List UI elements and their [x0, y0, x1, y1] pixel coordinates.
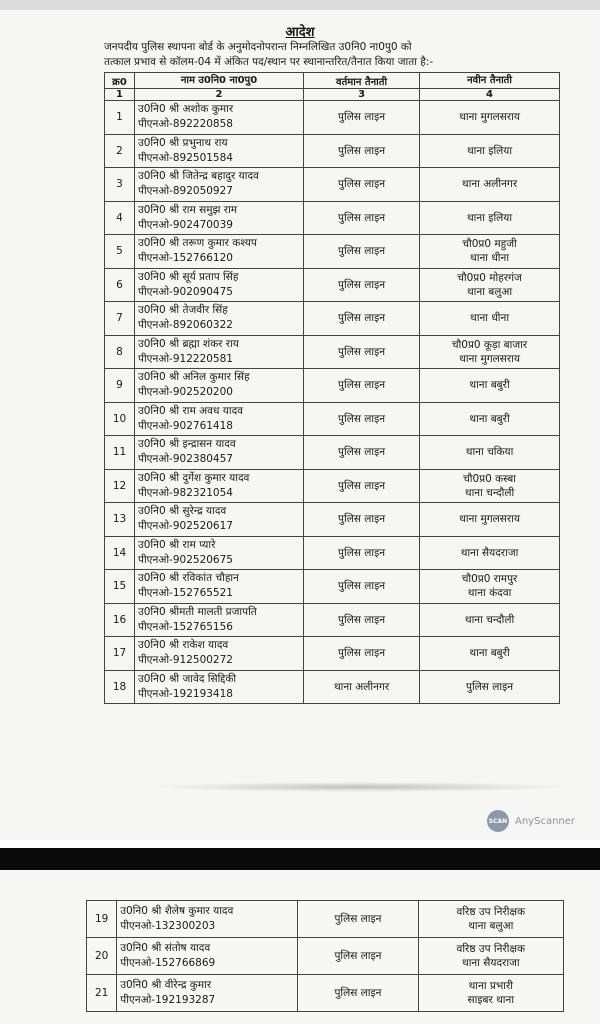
- new-posting-line-1: थाना इलिया: [466, 144, 513, 157]
- officer-name: उ0नि0 श्री सूर्य प्रताप सिंह: [138, 270, 239, 283]
- header-serial: क्र0: [105, 73, 135, 89]
- page-shadow: [150, 782, 570, 792]
- table-row: [105, 268, 560, 302]
- new-posting-cell: [420, 168, 560, 202]
- officer-name: उ0नि0 श्रीमती मालती प्रजापति: [138, 605, 257, 618]
- table-row: [105, 134, 560, 168]
- new-posting-line-1: थाना बबुरी: [469, 412, 510, 425]
- new-posting-cell: [420, 302, 560, 336]
- table-row: [105, 168, 560, 202]
- transfer-table: [104, 72, 560, 704]
- new-posting-cell: [420, 469, 560, 503]
- officer-name: उ0नि0 श्री तेजवीर सिंह: [138, 304, 228, 317]
- new-posting-line-1: थाना मुगलसराय: [459, 111, 520, 124]
- officer-name: उ0नि0 श्री रविकांत चौहान: [138, 572, 239, 585]
- new-posting-line-1: थाना अलीनगर: [461, 178, 518, 191]
- table-row: [105, 402, 560, 436]
- new-posting-line-1: चौ0प्र0 रामपुर: [461, 573, 518, 586]
- officer-pno: पीएनओ-902520675: [138, 553, 233, 566]
- current-posting: पुलिस लाइन: [304, 469, 420, 503]
- document-page-1: [0, 10, 600, 840]
- officer-pno: पीएनओ-982321054: [138, 486, 233, 499]
- officer-pno: पीएनओ-192193287: [120, 994, 216, 1006]
- order-title: आदेश: [285, 25, 315, 40]
- officer-name: उ0नि0 श्री ब्रह्मा शंकर राय: [138, 337, 239, 350]
- column-number: 4: [420, 89, 560, 101]
- officer-name: उ0नि0 श्री राकेश यादव: [138, 639, 229, 652]
- current-posting: पुलिस लाइन: [304, 235, 420, 269]
- serial-number: 11: [105, 436, 135, 470]
- officer-pno: पीएनओ-152766120: [138, 252, 233, 265]
- current-posting: पुलिस लाइन: [304, 335, 420, 369]
- current-posting: पुलिस लाइन: [298, 938, 418, 975]
- column-number-row: [105, 89, 560, 101]
- officer-cell: [135, 369, 304, 403]
- officer-cell: [135, 268, 304, 302]
- officer-pno: पीएनओ-152766869: [120, 957, 216, 969]
- officer-cell: [135, 536, 304, 570]
- officer-pno: पीएनओ-902470039: [138, 218, 233, 231]
- table-row: [105, 235, 560, 269]
- serial-number: 12: [105, 469, 135, 503]
- current-posting: पुलिस लाइन: [304, 436, 420, 470]
- table-row: [105, 469, 560, 503]
- new-posting-line-1: थाना चन्दौली: [464, 613, 515, 626]
- officer-name: उ0नि0 श्री इन्द्रासन यादव: [138, 438, 236, 451]
- new-posting-cell: [420, 268, 560, 302]
- serial-number: 15: [105, 570, 135, 604]
- serial-number: 4: [105, 201, 135, 235]
- serial-number: 10: [105, 402, 135, 436]
- officer-name: उ0नि0 श्री प्रभुनाथ राय: [138, 136, 228, 149]
- scanner-app-name: AnyScanner: [515, 815, 576, 827]
- new-posting-line-1: थाना प्रभारी: [468, 980, 513, 992]
- current-posting: पुलिस लाइन: [304, 536, 420, 570]
- officer-name: उ0नि0 श्री राम समुझ राम: [138, 203, 238, 216]
- officer-name: उ0नि0 श्री राम प्यारे: [138, 538, 216, 551]
- current-posting: पुलिस लाइन: [304, 503, 420, 537]
- officer-name: उ0नि0 श्री शैलेष कुमार यादव: [120, 905, 234, 917]
- officer-name: उ0नि0 श्री जावेद सिद्दिकी: [138, 672, 237, 685]
- officer-cell: [135, 235, 304, 269]
- serial-number: 9: [105, 369, 135, 403]
- new-posting-cell: [420, 436, 560, 470]
- officer-cell: [135, 570, 304, 604]
- new-posting-line-2: थाना बलुआ: [468, 920, 514, 932]
- officer-pno: पीएनओ-902520200: [138, 386, 233, 399]
- current-posting: पुलिस लाइन: [304, 302, 420, 336]
- new-posting-line-1: थाना चकिया: [465, 446, 514, 459]
- page-separator: [0, 848, 600, 870]
- officer-cell: [135, 134, 304, 168]
- current-posting: पुलिस लाइन: [298, 901, 418, 938]
- officer-cell: [135, 503, 304, 537]
- current-posting: पुलिस लाइन: [304, 637, 420, 671]
- current-posting: पुलिस लाइन: [304, 603, 420, 637]
- new-posting-line-1: चौ0प्र0 महुजी: [462, 238, 517, 251]
- table-row: [87, 901, 564, 938]
- new-posting-cell: [418, 901, 563, 938]
- officer-name: उ0नि0 श्री तरूण कुमार कश्यप: [138, 237, 257, 250]
- officer-pno: पीएनओ-152765156: [138, 620, 233, 633]
- officer-pno: पीएनओ-902380457: [138, 453, 233, 466]
- new-posting-cell: [420, 201, 560, 235]
- officer-cell: [135, 335, 304, 369]
- new-posting-line-1: थाना धीना: [470, 312, 510, 325]
- officer-pno: पीएनओ-892501584: [138, 151, 233, 164]
- new-posting-line-1: थाना इलिया: [466, 211, 513, 224]
- intro-line-2: तत्काल प्रभाव से कॉलम-04 में अंकित पद/स्थान पर स्थानान्तरित/तैनात किया जाता है:-: [104, 56, 434, 68]
- officer-cell: [135, 302, 304, 336]
- table-header-row: [105, 73, 560, 89]
- new-posting-cell: [420, 335, 560, 369]
- officer-name: उ0नि0 श्री सुरेन्द्र यादव: [138, 505, 227, 518]
- current-posting: पुलिस लाइन: [304, 268, 420, 302]
- officer-cell: [135, 402, 304, 436]
- new-posting-line-2: साइबर थाना: [467, 994, 515, 1006]
- new-posting-line-1: चौ0प्र0 कस्बा: [463, 472, 516, 485]
- officer-name: उ0नि0 श्री अनिल कुमार सिंह: [138, 371, 250, 384]
- serial-number: 17: [105, 637, 135, 671]
- officer-pno: पीएनओ-892220858: [138, 118, 233, 131]
- officer-pno: पीएनओ-902090475: [138, 285, 233, 298]
- column-number: 3: [304, 89, 420, 101]
- officer-cell: [135, 168, 304, 202]
- new-posting-cell: [420, 101, 560, 135]
- officer-cell: [135, 670, 304, 704]
- officer-cell: [117, 938, 298, 975]
- officer-name: उ0नि0 श्री राम अवध यादव: [138, 404, 243, 417]
- serial-number: 8: [105, 335, 135, 369]
- new-posting-cell: [420, 402, 560, 436]
- new-posting-line-1: वरिष्ठ उप निरीक्षक: [456, 906, 526, 918]
- serial-number: 14: [105, 536, 135, 570]
- new-posting-line-1: पुलिस लाइन: [466, 680, 514, 693]
- officer-pno: पीएनओ-892060322: [138, 319, 233, 332]
- current-posting: पुलिस लाइन: [304, 101, 420, 135]
- new-posting-line-1: चौ0प्र0 कूड़ा बाजार: [451, 338, 528, 351]
- officer-pno: पीएनओ-902520617: [138, 520, 233, 533]
- serial-number: 16: [105, 603, 135, 637]
- new-posting-line-2: थाना सैयदराजा: [461, 957, 520, 969]
- new-posting-cell: [418, 938, 563, 975]
- new-posting-line-1: वरिष्ठ उप निरीक्षक: [456, 943, 526, 955]
- officer-cell: [135, 201, 304, 235]
- new-posting-cell: [420, 503, 560, 537]
- officer-cell: [135, 101, 304, 135]
- officer-pno: पीएनओ-152765521: [138, 587, 233, 600]
- table-row: [105, 335, 560, 369]
- current-posting: पुलिस लाइन: [298, 975, 418, 1012]
- serial-number: 6: [105, 268, 135, 302]
- new-posting-cell: [420, 637, 560, 671]
- column-number: 2: [135, 89, 304, 101]
- officer-cell: [135, 603, 304, 637]
- current-posting: पुलिस लाइन: [304, 570, 420, 604]
- new-posting-cell: [420, 369, 560, 403]
- officer-name: उ0नि0 श्री अशोक कुमार: [138, 103, 234, 116]
- serial-number: 1: [105, 101, 135, 135]
- scanner-logo-icon: SCAN: [487, 810, 509, 832]
- header-new-posting: नवीन तैनाती: [420, 73, 560, 89]
- current-posting: पुलिस लाइन: [304, 134, 420, 168]
- current-posting: थाना अलीनगर: [304, 670, 420, 704]
- officer-pno: पीएनओ-902761418: [138, 419, 233, 432]
- officer-name: उ0नि0 श्री दुर्गेश कुमार यादव: [138, 471, 250, 484]
- table-row: [105, 503, 560, 537]
- serial-number: 21: [87, 975, 117, 1012]
- table-row: [105, 201, 560, 235]
- officer-pno: पीएनओ-892050927: [138, 185, 233, 198]
- current-posting: पुलिस लाइन: [304, 402, 420, 436]
- officer-pno: पीएनओ-192193418: [138, 687, 233, 700]
- table-row: [105, 369, 560, 403]
- header-name: नाम उ0नि0 ना0पु0: [135, 73, 304, 89]
- new-posting-line-2: थाना चन्दौली: [464, 486, 515, 499]
- serial-number: 20: [87, 938, 117, 975]
- document-page-2: [0, 870, 600, 1024]
- officer-pno: पीएनओ-912500272: [138, 654, 233, 667]
- new-posting-line-2: थाना मुगलसराय: [459, 352, 520, 365]
- officer-cell: [135, 469, 304, 503]
- new-posting-line-1: थाना बबुरी: [469, 379, 510, 392]
- new-posting-line-1: थाना मुगलसराय: [459, 513, 520, 526]
- new-posting-line-1: चौ0प्र0 मोहरगंज: [457, 271, 522, 284]
- serial-number: 3: [105, 168, 135, 202]
- scanner-watermark: [487, 810, 575, 832]
- new-posting-cell: [420, 670, 560, 704]
- table-row: [105, 637, 560, 671]
- column-number: 1: [105, 89, 135, 101]
- table-row: [105, 302, 560, 336]
- table-row: [105, 536, 560, 570]
- new-posting-line-2: थाना धीना: [470, 252, 510, 265]
- top-status-strip: [0, 0, 600, 10]
- serial-number: 13: [105, 503, 135, 537]
- officer-pno: पीएनओ-912220581: [138, 352, 233, 365]
- intro-line-1: जनपदीय पुलिस स्थापना बोर्ड के अनुमोदनोपरान्त निम्नलिखित उ0नि0 ना0पु0 को: [104, 41, 412, 53]
- current-posting: पुलिस लाइन: [304, 168, 420, 202]
- officer-cell: [117, 901, 298, 938]
- serial-number: 5: [105, 235, 135, 269]
- officer-cell: [117, 975, 298, 1012]
- serial-number: 19: [87, 901, 117, 938]
- table-row: [105, 436, 560, 470]
- transfer-table-continued: [86, 900, 564, 1012]
- officer-name: उ0नि0 श्री संतोष यादव: [120, 942, 211, 954]
- table-row: [105, 670, 560, 704]
- officer-pno: पीएनओ-132300203: [120, 920, 216, 932]
- new-posting-line-1: थाना सैयदराजा: [460, 546, 519, 559]
- table-row: [105, 570, 560, 604]
- new-posting-cell: [420, 235, 560, 269]
- new-posting-cell: [420, 536, 560, 570]
- serial-number: 7: [105, 302, 135, 336]
- new-posting-cell: [420, 603, 560, 637]
- current-posting: पुलिस लाइन: [304, 369, 420, 403]
- officer-name: उ0नि0 श्री जितेन्द्र बहादुर यादव: [138, 170, 259, 183]
- current-posting: पुलिस लाइन: [304, 201, 420, 235]
- new-posting-line-2: थाना कंदवा: [467, 587, 512, 600]
- new-posting-cell: [420, 570, 560, 604]
- table-row: [105, 603, 560, 637]
- table-row: [87, 975, 564, 1012]
- new-posting-cell: [420, 134, 560, 168]
- serial-number: 18: [105, 670, 135, 704]
- officer-cell: [135, 637, 304, 671]
- officer-name: उ0नि0 श्री वीरेन्द्र कुमार: [120, 979, 212, 991]
- new-posting-cell: [418, 975, 563, 1012]
- new-posting-line-1: थाना बबुरी: [469, 647, 510, 660]
- header-current-posting: वर्तमान तैनाती: [304, 73, 420, 89]
- officer-cell: [135, 436, 304, 470]
- new-posting-line-2: थाना बलुआ: [466, 285, 513, 298]
- table-row: [87, 938, 564, 975]
- serial-number: 2: [105, 134, 135, 168]
- table-row: [105, 101, 560, 135]
